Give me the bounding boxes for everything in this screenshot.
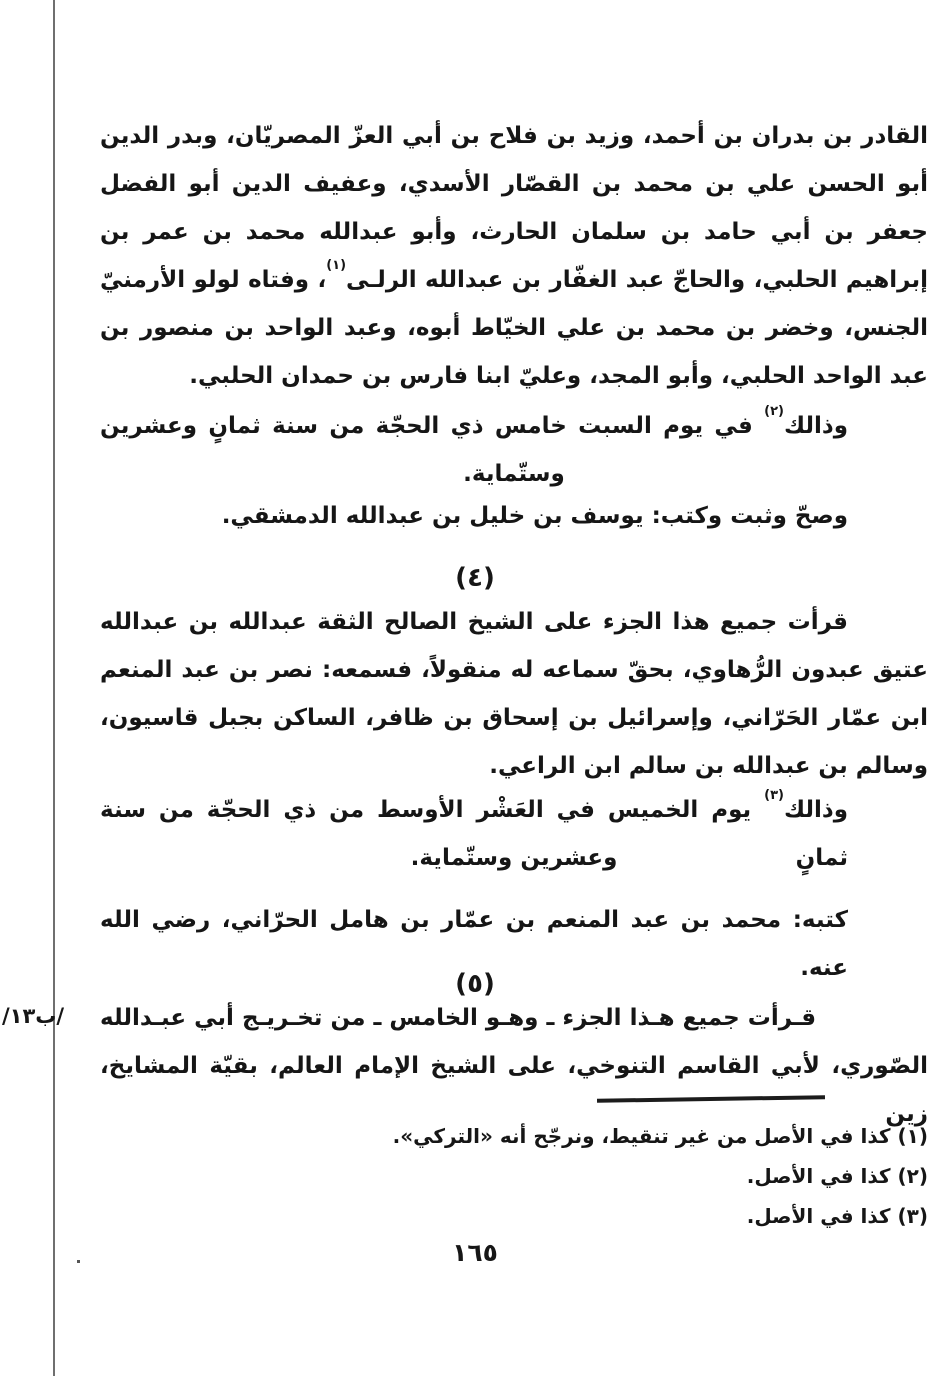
text-segment: يوم الخميس في العَشْر الأوسط من ذي الحجّة من سنة ثمانٍ (100, 797, 848, 871)
paragraph-reading-record (100, 598, 928, 790)
text-segment: وذالك (783, 413, 848, 439)
text-line: ابن عمّار الحَرّاني، وإسرائيل بن إسحاق بن ظافر، الساكن بجبل قاسيون، (100, 705, 928, 731)
text-line: أبو الحسن علي بن محمد بن القصّار الأسدي، وعفيف الدين أبو الفضل (100, 171, 928, 197)
footnote-line-3: (٣) كذا في الأصل. (746, 1204, 928, 1228)
paragraph-date-thursday (100, 786, 928, 882)
paragraph-date-saturday (100, 402, 928, 498)
footnote-marker-2: (٢) (764, 404, 784, 420)
text-line: قـرأت جميع هـذا الجزء ـ وهـو الخامس ـ من تخـريـج أبي عبـدالله (100, 1005, 816, 1031)
paragraph-scribe-attestation (100, 492, 928, 540)
paragraph-names-list (100, 112, 928, 400)
page-edge-scan-line (53, 0, 55, 1376)
footnote-line-1: (١) كذا في الأصل من غير تنقيط، ونرجّح أنه «التركي». (392, 1124, 928, 1148)
text-line: عبد الواحد الحلبي، وأبو المجد، وعليّ ابنا فارس بن حمدان الحلبي. (189, 363, 928, 389)
scan-speck (77, 1260, 80, 1263)
text-segment: ، وفتاه لولو الأرمنيّ (100, 267, 327, 293)
folio-margin-note: /١٣ب/ (2, 1004, 65, 1028)
footnote-separator-rule (597, 1095, 825, 1103)
paragraph-written-by (100, 896, 928, 981)
text-line: عتيق عبدون الرُّهاوي، بحقّ سماعه له منقولاً، فسمعه: نصر بن عبد المنعم (100, 657, 928, 683)
text-line (100, 402, 928, 450)
paragraph-fifth-part (100, 994, 928, 1127)
text-line: وعشرين وستّماية. (410, 845, 618, 871)
text-line: الجنس، وخضر بن محمد بن علي الخيّاط أبوه، وعبد الواحد بن منصور بن (100, 315, 928, 341)
section-heading-4: (٤) (455, 563, 495, 593)
text-line (100, 256, 928, 304)
text-segment: وذالك (783, 797, 848, 823)
text-segment: إبراهيم الحلبي، والحاجّ عبد الغفّار بن عبدالله الرلـى (346, 267, 928, 293)
footnote-marker-1: (١) (326, 258, 347, 274)
text-line: الصّوري، لأبي القاسم التنوخي، على الشيخ الإمام العالم، بقيّة المشايخ، زين (100, 1053, 928, 1127)
text-line: وستّماية. (463, 461, 565, 487)
section-heading-5: (٥) (455, 969, 495, 999)
text-line: وسالم بن عبدالله بن سالم ابن الراعي. (489, 753, 928, 779)
text-line: القادر بن بدران بن أحمد، وزيد بن فلاح بن أبي العزّ المصريّان، وبدر الدين (100, 123, 928, 149)
page-number: ١٦٥ (452, 1238, 498, 1267)
text-line: قرأت جميع هذا الجزء على الشيخ الصالح الثقة عبدالله بن عبدالله (100, 609, 848, 635)
footnotes-block (100, 1116, 928, 1236)
text-segment: في يوم السبت خامس ذي الحجّة من سنة ثمانٍ وعشرين (100, 413, 765, 439)
text-line: جعفر بن أبي حامد بن سلمان الحارث، وأبو عبدالله محمد بن عمر بن (100, 219, 928, 245)
text-line: كتبه: محمد بن عبد المنعم بن عمّار بن هامل الحرّاني، رضي الله عنه. (100, 907, 848, 981)
footnote-marker-3: (٣) (764, 788, 784, 804)
footnote-line-2: (٢) كذا في الأصل. (746, 1164, 928, 1188)
text-line: وصحّ وثبت وكتب: يوسف بن خليل بن عبدالله الدمشقي. (221, 503, 848, 529)
